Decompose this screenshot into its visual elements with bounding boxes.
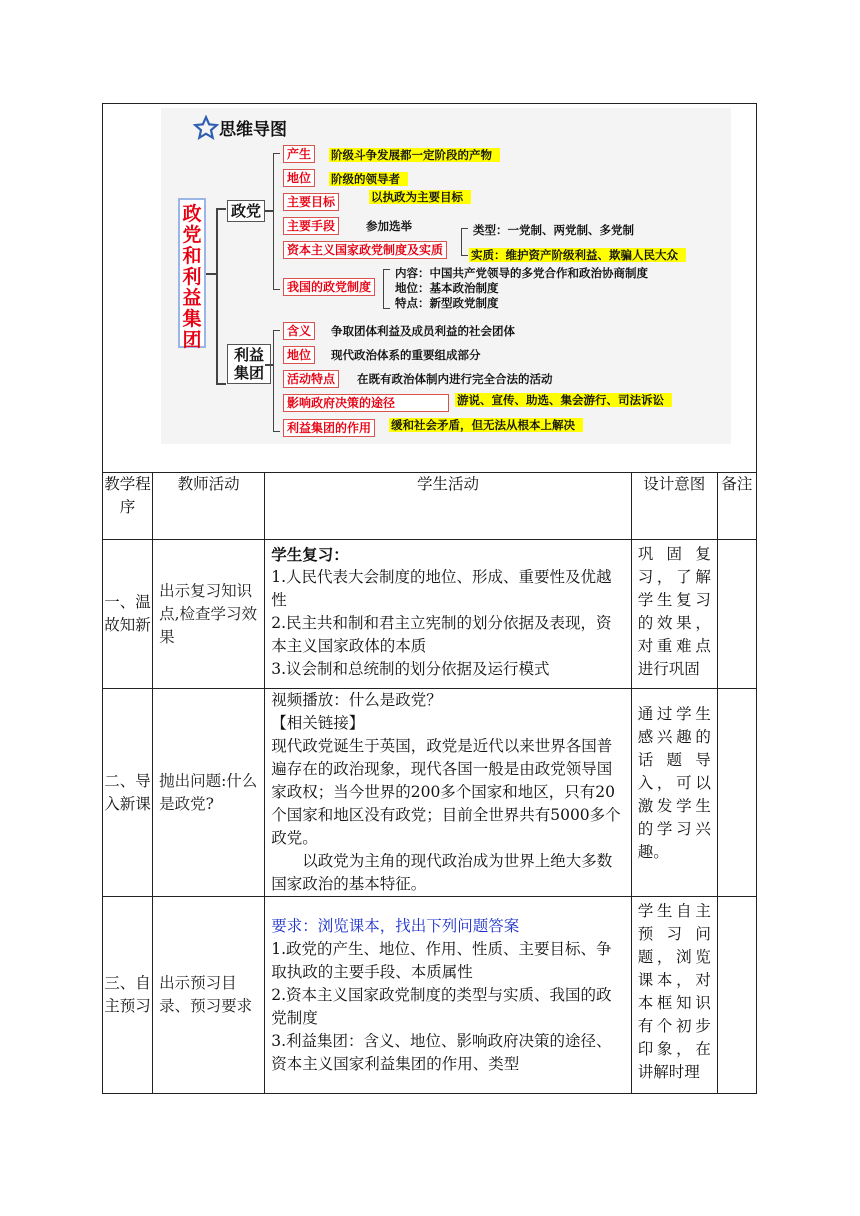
teacher-cell: 抛出问题:什么是政党? <box>153 689 265 897</box>
main-table <box>102 103 757 1094</box>
header-teacher: 教师活动 <box>153 473 265 540</box>
student-line: 现代政党诞生于英国，政党是近代以来世界各国普遍存在的政治现象，现代各国一般是由政党领导国家政权；当今世界的200多个国家和地区，只有20个国家和地区没有政党；目前全世界共有5000多个政党。 <box>271 737 621 847</box>
mindmap-row <box>103 104 757 473</box>
intent-cell: 通过学生感兴趣的话题导入，可以激发学生的学习兴趣。 <box>631 689 717 897</box>
intent-cell: 学生自主预习问题，浏览课本，对本框知识有个初步印象，在讲解时理 <box>631 897 717 1094</box>
mindmap <box>161 108 731 444</box>
student-line: 1.政党的产生、地位、作用、性质、主要目标、争取执政的主要手段、本质属性 <box>271 940 612 981</box>
teacher-cell: 出示复习知识点,检查学习效果 <box>153 540 265 689</box>
text-origin: 阶级斗争发展都一定阶段的产物 <box>329 148 500 162</box>
proc-cell: 一、温故知新 <box>103 540 153 689</box>
table-row <box>103 689 757 897</box>
student-line: 以政党为主角的现代政治成为世界上绝大多数国家政治的基本特征。 <box>271 852 613 893</box>
star-icon <box>193 115 219 141</box>
node-role: 利益集团的作用 <box>283 419 375 437</box>
node-status: 地位 <box>283 169 315 187</box>
header-intent: 设计意图 <box>631 473 717 540</box>
student-title: 学生复习： <box>271 545 349 564</box>
node-cap-party: 资本主义国家政党制度及实质 <box>283 241 447 259</box>
lesson-plan-table <box>102 103 757 1087</box>
proc-cell: 二、导入新课 <box>103 689 153 897</box>
text-influence: 游说、宣传、助选、集会游行、司法诉讼 <box>455 393 672 407</box>
text-china-content: 内容：中国共产党领导的多党合作和政治协商制度 <box>395 266 648 280</box>
mindmap-title: 思维导图 <box>219 120 287 140</box>
text-means: 参加选举 <box>366 219 412 233</box>
node-activity: 活动特点 <box>283 370 339 388</box>
student-line: 3.利益集团：含义、地位、影响政府决策的途径、资本主义国家利益集团的作用、类型 <box>271 1032 612 1073</box>
node-goal: 主要目标 <box>283 193 339 211</box>
table-row <box>103 540 757 689</box>
node-influence: 影响政府决策的途径 <box>283 394 449 412</box>
student-line: 3.议会制和总统制的划分依据及运行模式 <box>271 660 550 678</box>
mindmap-root: 政党和利益集团 <box>178 198 206 348</box>
text-role: 缓和社会矛盾，但无法从根本上解决 <box>389 418 583 432</box>
header-student: 学生活动 <box>265 473 632 540</box>
node-china-party: 我国的政党制度 <box>283 278 375 296</box>
text-china-feature: 特点：新型政党制度 <box>395 296 499 310</box>
text-activity: 在既有政治体制内进行完全合法的活动 <box>357 372 553 386</box>
student-line: 2.资本主义国家政党制度的类型与实质、我国的政党制度 <box>271 986 612 1027</box>
text-status: 阶级的领导者 <box>329 172 408 186</box>
student-title: 要求：浏览课本，找出下列问题答案 <box>271 917 520 935</box>
node-means: 主要手段 <box>283 217 339 235</box>
header-row <box>103 473 757 540</box>
student-line: 2.民主共和制和君主立宪制的划分依据及表现，资本主义国家政体的本质 <box>271 614 612 655</box>
mindmap-cell <box>103 104 757 473</box>
node-origin: 产生 <box>283 145 315 163</box>
text-group-status: 现代政治体系的重要组成部分 <box>331 348 481 362</box>
text-cap-essence: 实质：维护资产阶级利益、欺骗人民大众 <box>469 248 686 262</box>
notes-cell <box>717 689 756 897</box>
node-group-status: 地位 <box>283 346 315 364</box>
teacher-cell: 出示预习目录、预习要求 <box>153 897 265 1094</box>
table-row <box>103 897 757 1094</box>
header-notes: 备注 <box>717 473 756 540</box>
node-meaning: 含义 <box>283 322 315 340</box>
student-line: 1.人民代表大会制度的地位、形成、重要性及优越性 <box>271 568 612 609</box>
intent-cell: 巩固复习，了解学生复习的效果，对重难点进行巩固 <box>631 540 717 689</box>
notes-cell <box>717 897 756 1094</box>
student-cell <box>265 540 632 689</box>
student-line: 视频播放：什么是政党？ <box>271 691 442 709</box>
notes-cell <box>717 540 756 689</box>
student-cell <box>265 897 632 1094</box>
student-cell <box>265 689 632 897</box>
mindmap-party: 政党 <box>227 200 265 222</box>
text-meaning: 争取团体利益及成员利益的社会团体 <box>331 324 515 338</box>
text-cap-type: 类型：一党制、两党制、多党制 <box>473 223 634 237</box>
mindmap-group: 利益集团 <box>227 344 271 384</box>
text-china-status: 地位：基本政治制度 <box>395 281 499 295</box>
text-goal: 以执政为主要目标 <box>369 190 471 204</box>
student-line: 【相关链接】 <box>271 714 365 732</box>
header-proc: 教学程序 <box>103 473 153 540</box>
proc-cell: 三、自主预习 <box>103 897 153 1094</box>
